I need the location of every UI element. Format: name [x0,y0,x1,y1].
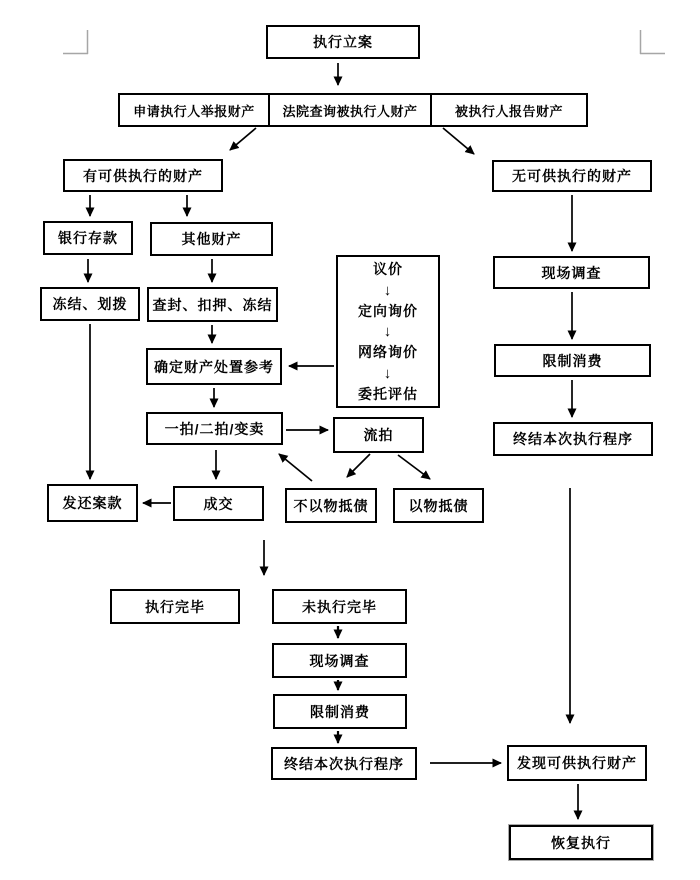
arrow-failed-to-offset [398,455,430,479]
node-execution-filing: 执行立案 [266,25,420,59]
down-arrow-icon: ↓ [383,323,393,341]
node-restrict-consumption-right: 限制消费 [494,344,651,377]
node-site-investigation-right: 现场调查 [493,256,650,289]
node-site-investigation-mid: 现场调查 [272,643,407,678]
node-applicant-report: 申请执行人举报财产 [120,95,270,125]
node-debt-offset: 以物抵债 [393,488,484,523]
node-pricing-methods [336,255,440,408]
node-determine-reference: 确定财产处置参考 [146,348,282,385]
node-return-case-funds: 发还案款 [47,484,138,522]
node-other-property: 其他财产 [150,222,273,256]
arrow-failed-to-no-offset [347,454,370,477]
node-no-debt-offset: 不以物抵债 [285,488,377,523]
node-found-property: 发现可供执行财产 [507,745,647,781]
node-bank-deposit: 银行存款 [43,221,133,255]
pricing-step-entrusted: 委托评估 [358,385,418,402]
node-execution-complete: 执行完毕 [110,589,240,624]
node-freeze-transfer: 冻结、划拨 [40,287,140,321]
arrow-row-to-no-property [443,128,474,154]
node-has-property: 有可供执行的财产 [63,159,223,192]
node-terminate-procedure-right: 终结本次执行程序 [493,422,653,456]
down-arrow-icon: ↓ [383,364,393,382]
node-seal-seize-freeze: 查封、扣押、冻结 [147,287,278,322]
node-debtor-report: 被执行人报告财产 [454,103,563,119]
crop-mark-top-right [640,30,665,54]
node-failed-auction: 流拍 [333,417,424,453]
node-resume-execution: 恢复执行 [509,825,653,860]
pricing-step-directed: 定向询价 [358,302,418,319]
node-property-discovery-row [118,93,588,127]
node-court-inquiry: 法院查询被执行人财产 [270,95,432,125]
down-arrow-icon: ↓ [383,281,393,299]
arrow-no-offset-to-auction [279,454,312,481]
pricing-step-negotiated: 议价 [373,261,403,277]
node-execution-incomplete: 未执行完毕 [272,589,407,624]
arrow-row-to-has-property [230,128,256,150]
pricing-step-online: 网络询价 [358,344,418,361]
node-deal: 成交 [173,486,264,521]
node-no-property: 无可供执行的财产 [492,160,652,192]
node-terminate-procedure-mid: 终结本次执行程序 [271,747,417,780]
node-restrict-consumption-mid: 限制消费 [273,694,407,729]
node-auction-stages: 一拍/二拍/变卖 [146,412,283,445]
crop-mark-top-left [63,30,88,54]
